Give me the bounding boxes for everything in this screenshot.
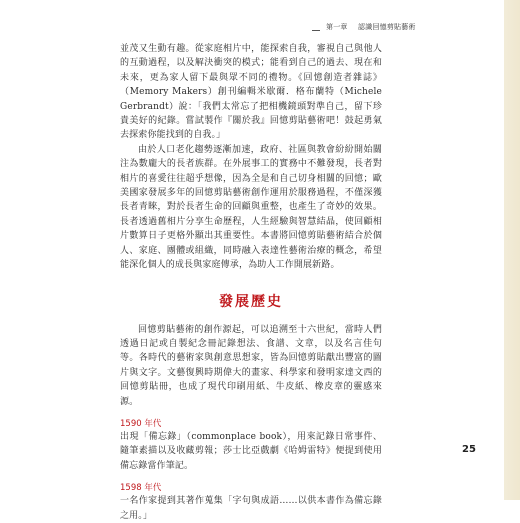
body-paragraph: 並茂又生動有趣。從家庭相片中，能探索自我，審視自己與他人的互動過程，以及解決衝突的模式；能看到自己的過去、現在和未來，更為家人留下最與眾不同的禮物。《回憶創造者雜誌》（Memory Makers）創刊編輯米歇爾．格布蘭特（Michele Gerbrandt）說：「我們太常忘了把相機鏡頭對準自己，留下珍貴美好的紀錄。嘗試製作『關於我』回憶剪貼藝術吧！鼓起勇氣去探索你能找到的自我。」 [120, 44, 382, 141]
body-paragraph: 由於人口老化趨勢逐漸加速，政府、社區與教會紛紛開始關注為數龐大的長者族群。在外展事工的實務中不難發現，長者對相片的喜愛往往超乎想像，因為全是和自己切身相關的回憶；歐美國家發展多年的回憶剪貼藝術創作運用於服務過程，不僅深獲長者青睞，對於長者生命的回顧與重整，也產生了奇妙的效果。長者透過舊相片分享生命歷程，人生經驗與智慧結晶，使回顧相片數算日子更格外顯出其重要性。本書將回憶剪貼藝術結合於個人、家庭、團體或組織，同時融入表達性藝術治療的概念，希望能深化個人的成長與家庭傳承，為助人工作開展新路。 [120, 144, 382, 271]
header-rule [312, 30, 320, 31]
timeline-entry [120, 481, 382, 523]
timeline-text: 一名作家提到其著作蒐集「字句與成語……以供本書作為備忘錄之用。」 [120, 496, 382, 521]
chapter-title: 認識回憶剪貼藝術 [358, 23, 416, 31]
timeline-year: 1598 年代 [120, 483, 162, 494]
section-intro: 回憶剪貼藝術的創作源起，可以追溯至十六世紀，當時人們透過日記或自製紀念冊記錄想法、食譜、文章，以及名言佳句等。各時代的藝術家與創意思想家，皆為回憶剪貼獻出豐富的圖片與文字。文藝復興時期偉大的畫家、科學家和發明家達文西的回憶剪貼冊，也成了現代印刷用紙、牛皮紙、橡皮章的靈感來源。 [120, 324, 382, 407]
page-number: 25 [462, 444, 476, 455]
running-header [326, 22, 416, 32]
timeline-text: 出現「備忘錄」（commonplace book），用來記錄日常事件、隨筆素描以及收藏剪報；莎士比亞戲劇《哈姆雷特》便提到使用備忘錄當作筆記。 [120, 431, 382, 471]
chapter-label: 第一章 [326, 23, 348, 31]
section-heading: 發展歷史 [219, 293, 283, 310]
timeline-year: 1590 年代 [120, 418, 162, 429]
page-edge [504, 0, 520, 500]
timeline-entry [120, 417, 382, 473]
page-content [120, 42, 382, 523]
